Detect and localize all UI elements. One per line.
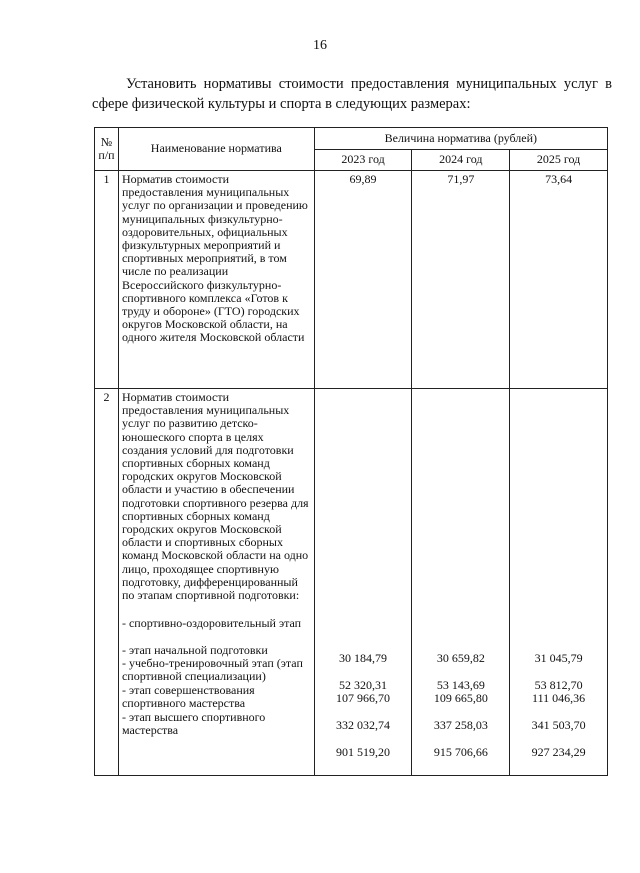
stage-label-3: - учебно-тренировочный этап (этап спортивной специализации) bbox=[121, 656, 303, 684]
table-row bbox=[95, 389, 608, 776]
row1-value-2023: 69,89 bbox=[314, 171, 412, 389]
header-name: Наименование норматива bbox=[118, 128, 314, 171]
stage2-value-2025: 53 812,70 bbox=[534, 678, 583, 692]
row2-num: 2 bbox=[95, 389, 119, 776]
stage2-value-2024: 53 143,69 bbox=[436, 678, 485, 692]
stage-label-2: - этап начальной подготовки bbox=[121, 643, 268, 658]
stage5-value-2024: 915 706,66 bbox=[433, 745, 488, 759]
stage4-value-2025: 341 503,70 bbox=[531, 718, 586, 732]
header-value-group: Величина норматива (рублей) bbox=[314, 128, 607, 150]
stage1-value-2025: 31 045,79 bbox=[534, 651, 583, 665]
row1-value-2024: 71,97 bbox=[412, 171, 510, 389]
stage5-value-2025: 927 234,29 bbox=[531, 745, 586, 759]
row1-num: 1 bbox=[95, 171, 119, 389]
header-year-2025: 2025 год bbox=[510, 149, 608, 171]
header-year-2023: 2023 год bbox=[314, 149, 412, 171]
stage3-value-2024: 109 665,80 bbox=[433, 691, 488, 705]
header-year-2024: 2024 год bbox=[412, 149, 510, 171]
stage1-value-2023: 30 184,79 bbox=[339, 651, 388, 665]
table-row bbox=[95, 171, 608, 389]
row1-value-2025: 73,64 bbox=[510, 171, 608, 389]
stage5-value-2023: 901 519,20 bbox=[336, 745, 391, 759]
row2-name-cell bbox=[118, 389, 314, 776]
stage3-value-2025: 111 046,36 bbox=[532, 691, 586, 705]
row1-name: Норматив стоимости предоставления муниципальных услуг по организации и проведению муниципальных физкультурно-оздоровительных, официальных физкультурных мероприятий и спортивных мероприятий, в том числе по реализации Всероссийского физкультурно-спортивного комплекса «Готов к труду и обороне» (ГТО) городских округов Московской области, на одного жителя Московской области bbox=[118, 171, 314, 389]
stage-label-4: - этап совершенствования спортивного мастерства bbox=[121, 683, 255, 711]
stage4-value-2023: 332 032,74 bbox=[336, 718, 391, 732]
stage2-value-2023: 52 320,31 bbox=[339, 678, 388, 692]
row2-col-2023 bbox=[314, 389, 412, 776]
page-number: 16 bbox=[313, 38, 327, 53]
intro-paragraph: Установить нормативы стоимости предоставления муниципальных услуг в сфере физической культуры и спорта в следующих размерах: bbox=[92, 76, 612, 112]
row2-name: Норматив стоимости предоставления муниципальных услуг по развитию детско-юношеского спорта в целях создания условий для подготовки спортивных сборных команд городских округов Московской области и участию в обеспечении подготовки спортивного резерва для спортивных сборных команд городских округов Московской области и спортивных сборных команд Московской области на одно лицо, проходящее спортивную подготовку, дифференцированный по этапам спортивной подготовки: bbox=[121, 390, 309, 603]
stage3-value-2023: 107 966,70 bbox=[336, 691, 391, 705]
row2-col-2024 bbox=[412, 389, 510, 776]
table-header-row bbox=[95, 128, 608, 150]
stage-label-5: - этап высшего спортивного мастерства bbox=[121, 710, 266, 738]
header-num: № п/п bbox=[95, 128, 119, 171]
stage-label-1: - спортивно-оздоровительный этап bbox=[121, 616, 302, 631]
stage1-value-2024: 30 659,82 bbox=[436, 651, 485, 665]
stage4-value-2024: 337 258,03 bbox=[433, 718, 488, 732]
norms-table bbox=[94, 127, 608, 776]
row2-col-2025 bbox=[510, 389, 608, 776]
